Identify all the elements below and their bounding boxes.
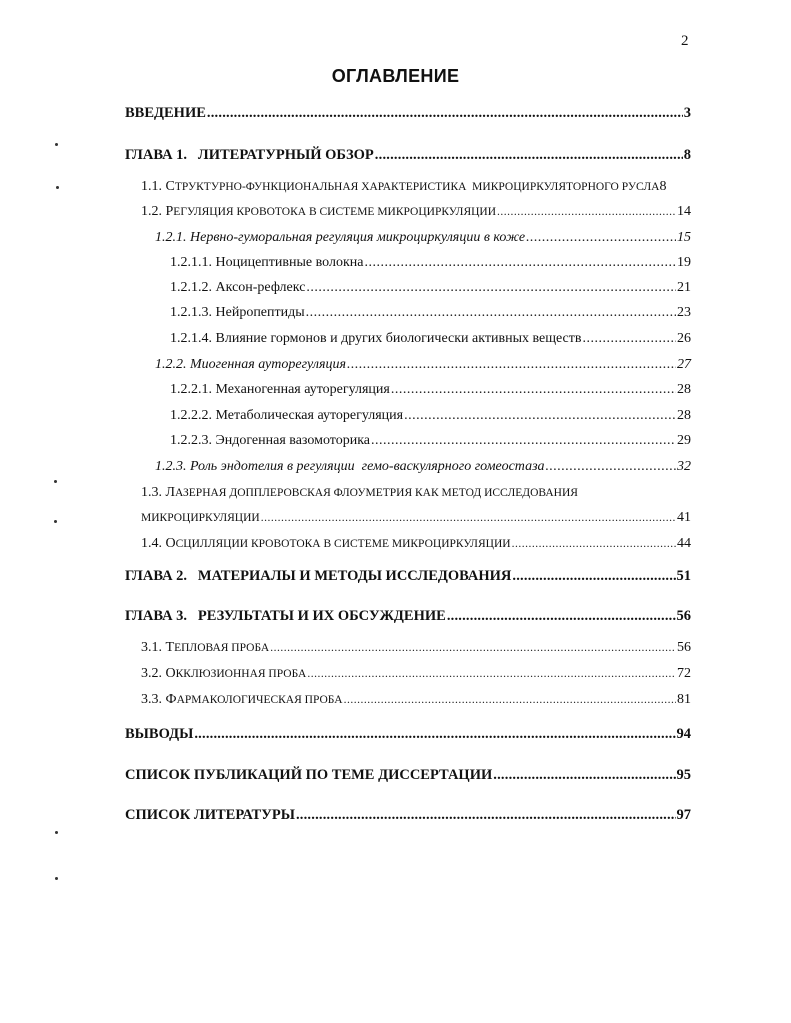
toc-entry-page: 21 <box>677 280 691 295</box>
dot-leader <box>546 458 676 476</box>
dot-leader <box>404 407 676 425</box>
toc-entry-page: 29 <box>677 433 691 448</box>
toc-entry-label: 1.2.2.1. Механогенная ауторегуляция <box>170 382 390 397</box>
toc-entry-page: 15 <box>677 230 691 245</box>
toc-entry-lead: 3.2. О <box>141 666 176 681</box>
toc-entry-page: 27 <box>677 357 691 372</box>
toc-entry-1-2-3[interactable] <box>155 458 691 476</box>
toc-entry-page: 56 <box>677 640 691 655</box>
toc-entry-label: ВЫВОДЫ <box>125 726 194 742</box>
toc-entry-label: 1.2.2.3. Эндогенная вазомоторика <box>170 433 370 448</box>
toc-entry-conclusions[interactable] <box>125 725 691 743</box>
page-number: 2 <box>681 33 689 49</box>
toc-entry-page: 41 <box>677 510 691 525</box>
toc-entry-introduction[interactable] <box>125 104 691 122</box>
dot-leader <box>296 806 676 824</box>
toc-entry-1-2[interactable] <box>141 203 691 221</box>
toc-entry-label: ККЛЮЗИОННАЯ ПРОБА <box>175 668 307 680</box>
dot-leader <box>493 766 675 784</box>
toc-entry-label: АРМАКОЛОГИЧЕСКАЯ ПРОБА <box>176 694 343 706</box>
toc-entry-page: 14 <box>677 204 691 219</box>
dot-leader <box>207 104 683 122</box>
toc-entry-page: 8 <box>659 179 667 194</box>
toc-entry-label: ЕГУЛЯЦИЯ КРОВОТОКА В СИСТЕМЕ МИКРОЦИРКУЛЯЦИИ <box>173 206 497 218</box>
toc-entry-publications[interactable] <box>125 766 691 784</box>
toc-entry-lead: 1.3. Л <box>141 485 175 500</box>
toc-entry-label: 1.2.2. Миогенная ауторегуляция <box>155 357 347 372</box>
dot-leader <box>583 330 676 348</box>
toc-entry-chapter-3[interactable] <box>125 607 691 625</box>
toc-entry-label: 1.2.1. Нервно-гуморальная регуляция микроциркуляции в коже <box>155 230 526 245</box>
dot-leader <box>306 279 676 297</box>
toc-entry-references[interactable] <box>125 806 691 824</box>
scan-speck <box>55 831 58 834</box>
toc-entry-lead: 1.2. Р <box>141 204 174 219</box>
toc-entry-page: 23 <box>677 305 691 320</box>
toc-entry-label: 1.2.1.3. Нейропептиды <box>170 305 305 320</box>
dot-leader <box>261 509 676 527</box>
dot-leader <box>344 691 676 709</box>
dot-leader <box>371 432 676 450</box>
toc-entry-label: МИКРОЦИРКУЛЯЦИИ <box>141 512 260 524</box>
toc-entry-page: 97 <box>676 807 691 823</box>
dot-leader <box>512 535 676 553</box>
scan-speck <box>55 877 58 880</box>
toc-entry-page: 56 <box>676 608 691 624</box>
toc-entry-label: АЗЕРНАЯ ДОППЛЕРОВСКАЯ ФЛОУМЕТРИЯ КАК МЕТОД ИССЛЕДОВАНИЯ <box>175 487 578 499</box>
toc-entry-1-2-1-1[interactable] <box>170 254 691 272</box>
toc-entry-label: СЦИЛЛЯЦИИ КРОВОТОКА В СИСТЕМЕ МИКРОЦИРКУЛЯЦИИ <box>175 538 511 550</box>
dot-leader <box>512 567 675 585</box>
toc-entry-lead: 1.4. О <box>141 536 176 551</box>
dot-leader <box>364 254 676 272</box>
toc-entry-1-2-1-2[interactable] <box>170 279 691 297</box>
toc-entry-lead: 3.1. Т <box>141 640 175 655</box>
toc-entry-chapter-1[interactable] <box>125 146 691 164</box>
dot-leader <box>497 203 676 221</box>
toc-entry-1-2-1-3[interactable] <box>170 304 691 322</box>
dot-leader <box>194 725 675 743</box>
dot-leader <box>526 229 676 247</box>
dot-leader <box>447 607 676 625</box>
toc-entry-label: 1.2.1.4. Влияние гормонов и других биологически активных веществ <box>170 331 582 346</box>
toc-entry-page: 72 <box>677 666 691 681</box>
scan-speck <box>56 186 59 189</box>
toc-entry-chapter-2[interactable] <box>125 567 691 585</box>
toc-entry-1-2-1-4[interactable] <box>170 330 691 348</box>
toc-entry-label: 1.2.2.2. Метаболическая ауторегуляция <box>170 408 404 423</box>
toc-entry-label: 1.2.1.2. Аксон-рефлекс <box>170 280 306 295</box>
scan-speck <box>54 480 57 483</box>
toc-entry-page: 28 <box>677 382 691 397</box>
toc-entry-page: 8 <box>683 147 691 163</box>
toc-entry-label: СПИСОК ЛИТЕРАТУРЫ <box>125 807 295 823</box>
toc-entry-1-2-2[interactable] <box>155 356 691 374</box>
toc-entry-label: 1.2.1.1. Ноцицептивные волокна <box>170 255 364 270</box>
toc-entry-page: 51 <box>676 568 691 584</box>
toc-entry-label: ГЛАВА 3. РЕЗУЛЬТАТЫ И ИХ ОБСУЖДЕНИЕ <box>125 608 446 624</box>
toc-entry-label: ТРУКТУРНО-ФУНКЦИОНАЛЬНАЯ ХАРАКТЕРИСТИКА МИКРОЦИРКУЛЯТОРНОГО РУСЛА <box>174 181 660 193</box>
toc-entry-lead: 3.3. Ф <box>141 692 177 707</box>
page-title: ОГЛАВЛЕНИЕ <box>331 66 460 86</box>
toc-entry-page: 19 <box>677 255 691 270</box>
toc-entry-1-2-1[interactable] <box>155 229 691 247</box>
toc-entry-page: 95 <box>676 767 691 783</box>
dot-leader <box>307 665 676 683</box>
toc-entry-3-2[interactable] <box>141 665 691 683</box>
dot-leader <box>347 356 676 374</box>
toc-entry-page: 3 <box>683 105 691 121</box>
dot-leader <box>391 381 676 399</box>
scan-speck <box>54 520 57 523</box>
toc-entry-3-1[interactable] <box>141 639 691 657</box>
toc-entry-1-3-continued[interactable] <box>141 509 691 527</box>
toc-entry-label: ЕПЛОВАЯ ПРОБА <box>174 642 270 654</box>
dot-leader <box>270 639 676 657</box>
toc-entry-1-2-2-1[interactable] <box>170 381 691 399</box>
toc-entry-3-3[interactable] <box>141 691 691 709</box>
toc-entry-1-2-2-2[interactable] <box>170 407 691 425</box>
toc-entry-label: ГЛАВА 2. МАТЕРИАЛЫ И МЕТОДЫ ИССЛЕДОВАНИЯ <box>125 568 512 584</box>
toc-entry-page: 81 <box>677 692 691 707</box>
dot-leader <box>375 146 683 164</box>
toc-entry-label: 1.2.3. Роль эндотелия в регуляции гемо-васкулярного гомеостаза <box>155 459 545 474</box>
toc-entry-1-3[interactable] <box>141 484 691 502</box>
toc-entry-label: ГЛАВА 1. ЛИТЕРАТУРНЫЙ ОБЗОР <box>125 147 374 163</box>
toc-entry-page: 26 <box>677 331 691 346</box>
dot-leader <box>306 304 676 322</box>
toc-entry-page: 94 <box>676 726 691 742</box>
toc-entry-lead: 1.1. С <box>141 179 175 194</box>
toc-entry-page: 28 <box>677 408 691 423</box>
toc-entry-1-4[interactable] <box>141 535 691 553</box>
scan-speck <box>55 143 58 146</box>
toc-entry-label: ВВЕДЕНИЕ <box>125 105 206 121</box>
toc-entry-page: 44 <box>677 536 691 551</box>
toc-entry-page: 32 <box>677 459 691 474</box>
toc-entry-label: СПИСОК ПУБЛИКАЦИЙ ПО ТЕМЕ ДИССЕРТАЦИИ <box>125 767 493 783</box>
toc-entry-1-2-2-3[interactable] <box>170 432 691 450</box>
toc-entry-1-1[interactable] <box>141 178 691 196</box>
